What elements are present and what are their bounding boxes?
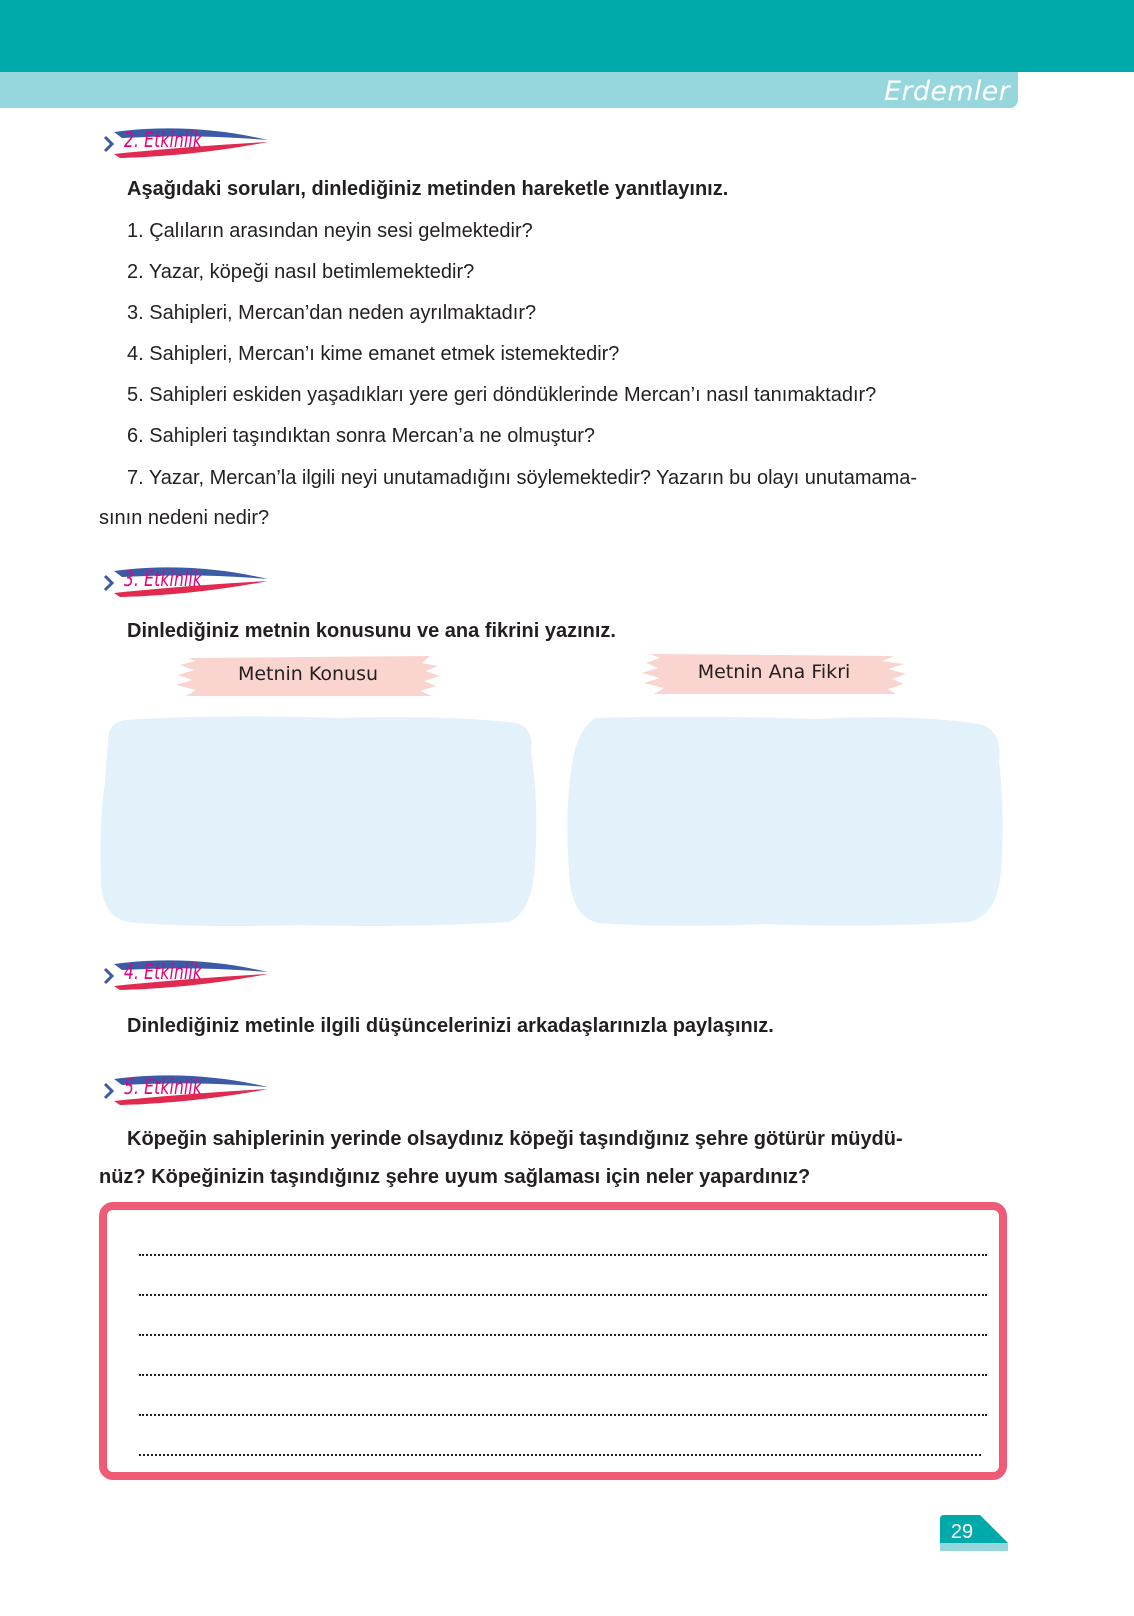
activity-4-instruction: Dinlediğiniz metinle ilgili düşüncelerinizi arkadaşlarınızla paylaşınız. [127, 1015, 774, 1037]
page-number-badge [940, 1515, 1010, 1553]
activity-3-label: 3. Etkinlik [124, 567, 203, 591]
activity-2-label: 2. Etkinlik [124, 128, 203, 152]
question-6: 6. Sahipleri taşındıktan sonra Mercan’a ne olmuştur? [127, 425, 596, 447]
question-5: 5. Sahipleri eskiden yaşadıkları yere geri döndüklerinde Mercan’ı nasıl tanımaktadır? [127, 384, 877, 406]
activity-5-badge [100, 1071, 275, 1111]
question-7-line-2: sının nedeni nedir? [99, 507, 270, 529]
page-number: 29 [950, 1521, 974, 1543]
answer-line[interactable] [139, 1414, 987, 1416]
activity-2-instruction: Aşağıdaki soruları, dinlediğiniz metinden hareketle yanıtlayınız. [127, 178, 729, 200]
main-idea-answer-area[interactable] [565, 712, 1007, 930]
main-idea-label: Metnin Ana Fikri [697, 661, 851, 683]
activity-2-badge [100, 124, 275, 164]
question-7-line-1: 7. Yazar, Mercan’la ilgili neyi unutamadığını söylemektedir? Yazarın bu olayı unutamama- [127, 467, 918, 489]
activity-4-label: 4. Etkinlik [124, 960, 203, 984]
activity-4-badge [100, 956, 275, 996]
activity-5-answer-box[interactable] [99, 1202, 1007, 1480]
activity-5-label: 5. Etkinlik [124, 1075, 203, 1099]
topic-label-banner [174, 654, 442, 698]
answer-line[interactable] [139, 1254, 987, 1256]
question-4: 4. Sahipleri, Mercan’ı kime emanet etmek istemektedir? [127, 343, 620, 365]
question-3: 3. Sahipleri, Mercan’dan neden ayrılmaktadır? [127, 302, 537, 324]
topic-label: Metnin Konusu [237, 663, 379, 685]
answer-line[interactable] [139, 1294, 987, 1296]
answer-line[interactable] [139, 1334, 987, 1336]
topic-answer-area[interactable] [99, 712, 541, 930]
header-strip [0, 72, 1018, 108]
answer-line[interactable] [139, 1374, 987, 1376]
answer-line[interactable] [139, 1454, 981, 1456]
question-1: 1. Çalıların arasından neyin sesi gelmektedir? [127, 220, 533, 242]
question-2: 2. Yazar, köpeği nasıl betimlemektedir? [127, 261, 475, 283]
activity-3-instruction: Dinlediğiniz metnin konusunu ve ana fikrini yazınız. [127, 620, 616, 642]
activity-5-instruction-line-1: Köpeğin sahiplerinin yerinde olsaydınız köpeği taşındığınız şehre götürür müydü- [127, 1128, 903, 1150]
activity-5-instruction-line-2: nüz? Köpeğinizin taşındığınız şehre uyum sağlaması için neler yapardınız? [99, 1166, 811, 1188]
header-band [0, 0, 1134, 72]
activity-3-badge [100, 563, 275, 603]
unit-title: Erdemler [884, 76, 1010, 107]
main-idea-label-banner [640, 652, 908, 696]
